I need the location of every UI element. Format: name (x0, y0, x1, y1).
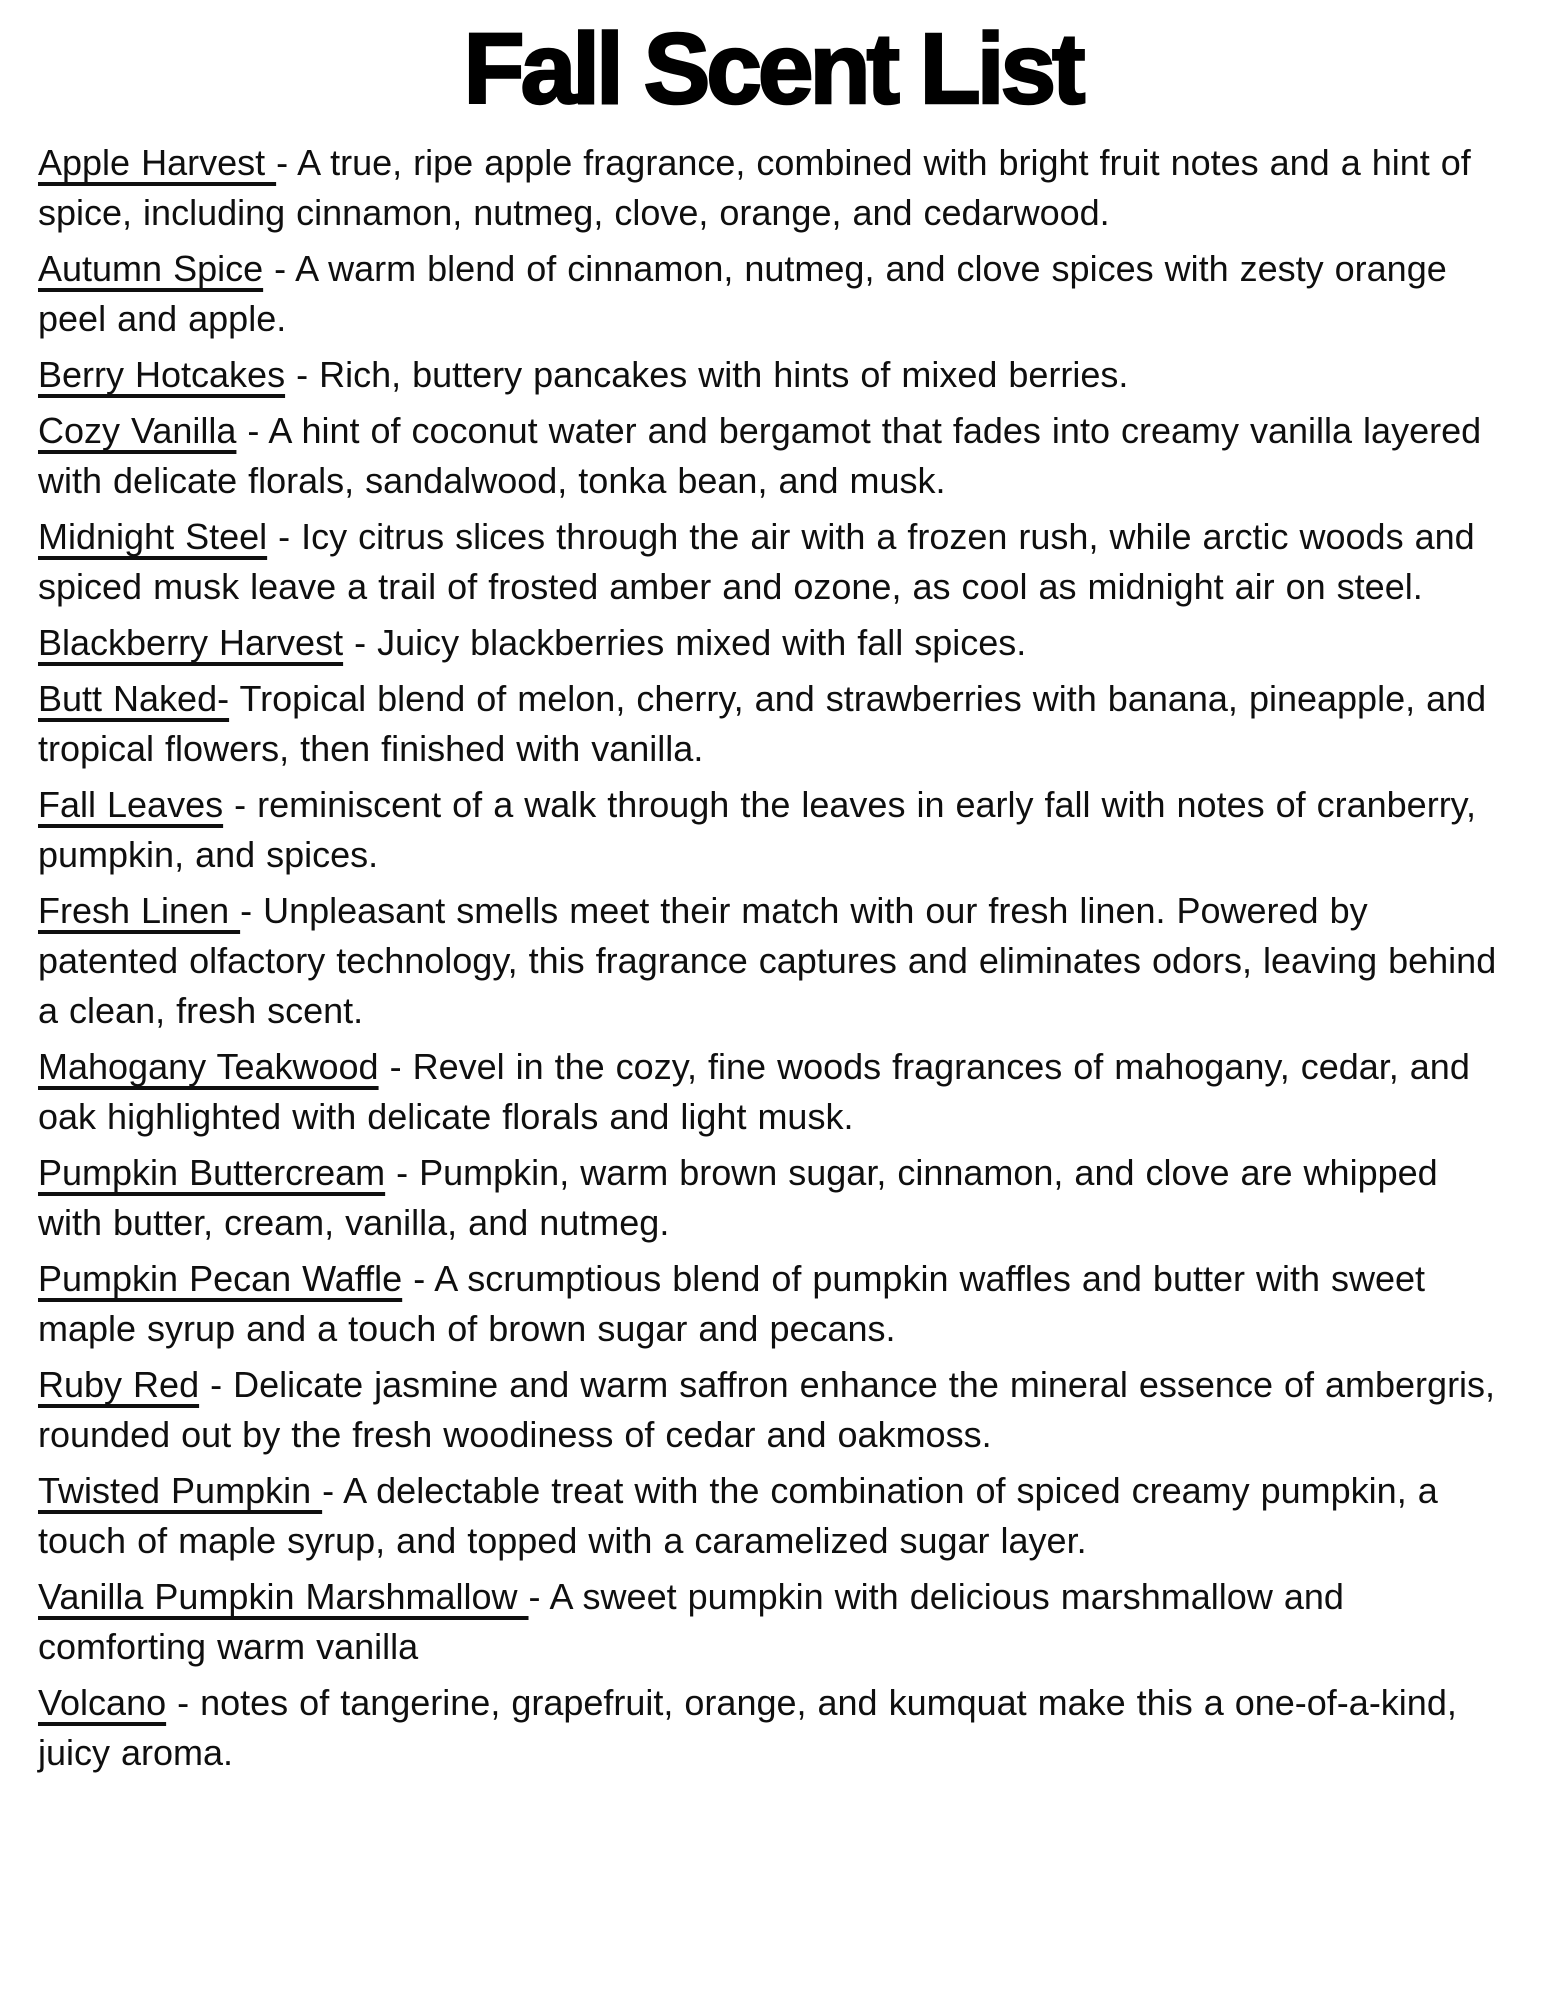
scent-entry (38, 1678, 1508, 1778)
scent-name: Ruby Red (38, 1364, 200, 1405)
scent-description: - Rich, buttery pancakes with hints of mixed berries. (285, 354, 1129, 395)
scent-description: - A scrumptious blend of pumpkin waffles and butter with sweet maple syrup and a touch of brown sugar and pecans. (38, 1258, 1426, 1349)
scent-entry (38, 1360, 1508, 1460)
scent-description: - A warm blend of cinnamon, nutmeg, and clove spices with zesty orange peel and apple. (38, 248, 1447, 339)
scent-entry (38, 780, 1508, 880)
scent-name: Autumn Spice (38, 248, 264, 289)
page-title: Fall Scent List (463, 13, 1082, 125)
scent-entry (38, 138, 1508, 238)
scent-description: - Delicate jasmine and warm saffron enhance the mineral essence of ambergris, rounded out by the fresh woodiness of cedar and oakmoss. (38, 1364, 1496, 1455)
scent-name: Pumpkin Pecan Waffle (38, 1258, 403, 1299)
scent-description: - Pumpkin, warm brown sugar, cinnamon, and clove are whipped with butter, cream, vanilla, and nutmeg. (38, 1152, 1438, 1243)
scent-entry (38, 1466, 1508, 1566)
scent-description: - A sweet pumpkin with delicious marshmallow and comforting warm vanilla (38, 1576, 1344, 1667)
scent-entry (38, 618, 1508, 668)
scent-description: - Unpleasant smells meet their match with our fresh linen. Powered by patented olfactory technology, this fragrance captures and eliminates odors, leaving behind a clean, fresh scent. (38, 890, 1497, 1031)
scent-entry (38, 512, 1508, 612)
scent-description: - A delectable treat with the combination of spiced creamy pumpkin, a touch of maple syrup, and topped with a caramelized sugar layer. (38, 1470, 1438, 1561)
scent-name: Cozy Vanilla (38, 410, 237, 451)
scent-description: - Icy citrus slices through the air with a frozen rush, while arctic woods and spiced musk leave a trail of frosted amber and ozone, as cool as midnight air on steel. (38, 516, 1475, 607)
scent-name: Blackberry Harvest (38, 622, 344, 663)
scent-name: Pumpkin Buttercream (38, 1152, 386, 1193)
scent-name: Vanilla Pumpkin Marshmallow (38, 1576, 529, 1617)
scent-entry (38, 1148, 1508, 1248)
scent-description: - reminiscent of a walk through the leaves in early fall with notes of cranberry, pumpkin, and spices. (38, 784, 1477, 875)
scent-description: Tropical blend of melon, cherry, and strawberries with banana, pineapple, and tropical flowers, then finished with vanilla. (38, 678, 1487, 769)
scent-entry (38, 406, 1508, 506)
scent-name: Mahogany Teakwood (38, 1046, 379, 1087)
scent-list (38, 138, 1508, 1778)
scent-name: Fresh Linen (38, 890, 241, 931)
scent-description: - A true, ripe apple fragrance, combined with bright fruit notes and a hint of spice, including cinnamon, nutmeg, clove, orange, and cedarwood. (38, 142, 1471, 233)
scent-entry (38, 674, 1508, 774)
scent-name: Berry Hotcakes (38, 354, 286, 395)
scent-name: Twisted Pumpkin (38, 1470, 323, 1511)
scent-name: Apple Harvest (38, 142, 277, 183)
scent-name: Fall Leaves (38, 784, 224, 825)
scent-description: - Juicy blackberries mixed with fall spices. (343, 622, 1027, 663)
scent-entry (38, 1572, 1508, 1672)
scent-entry (38, 244, 1508, 344)
scent-name: Midnight Steel (38, 516, 268, 557)
scent-description: - Revel in the cozy, fine woods fragrances of mahogany, cedar, and oak highlighted with delicate florals and light musk. (38, 1046, 1470, 1137)
scent-name: Butt Naked- (38, 678, 230, 719)
scent-entry (38, 1042, 1508, 1142)
scent-description: - notes of tangerine, grapefruit, orange, and kumquat make this a one-of-a-kind, juicy aroma. (38, 1682, 1457, 1773)
scent-entry (38, 886, 1508, 1036)
scent-entry (38, 350, 1508, 400)
scent-entry (38, 1254, 1508, 1354)
scent-description: - A hint of coconut water and bergamot that fades into creamy vanilla layered with delicate florals, sandalwood, tonka bean, and musk. (38, 410, 1482, 501)
scent-name: Volcano (38, 1682, 167, 1723)
